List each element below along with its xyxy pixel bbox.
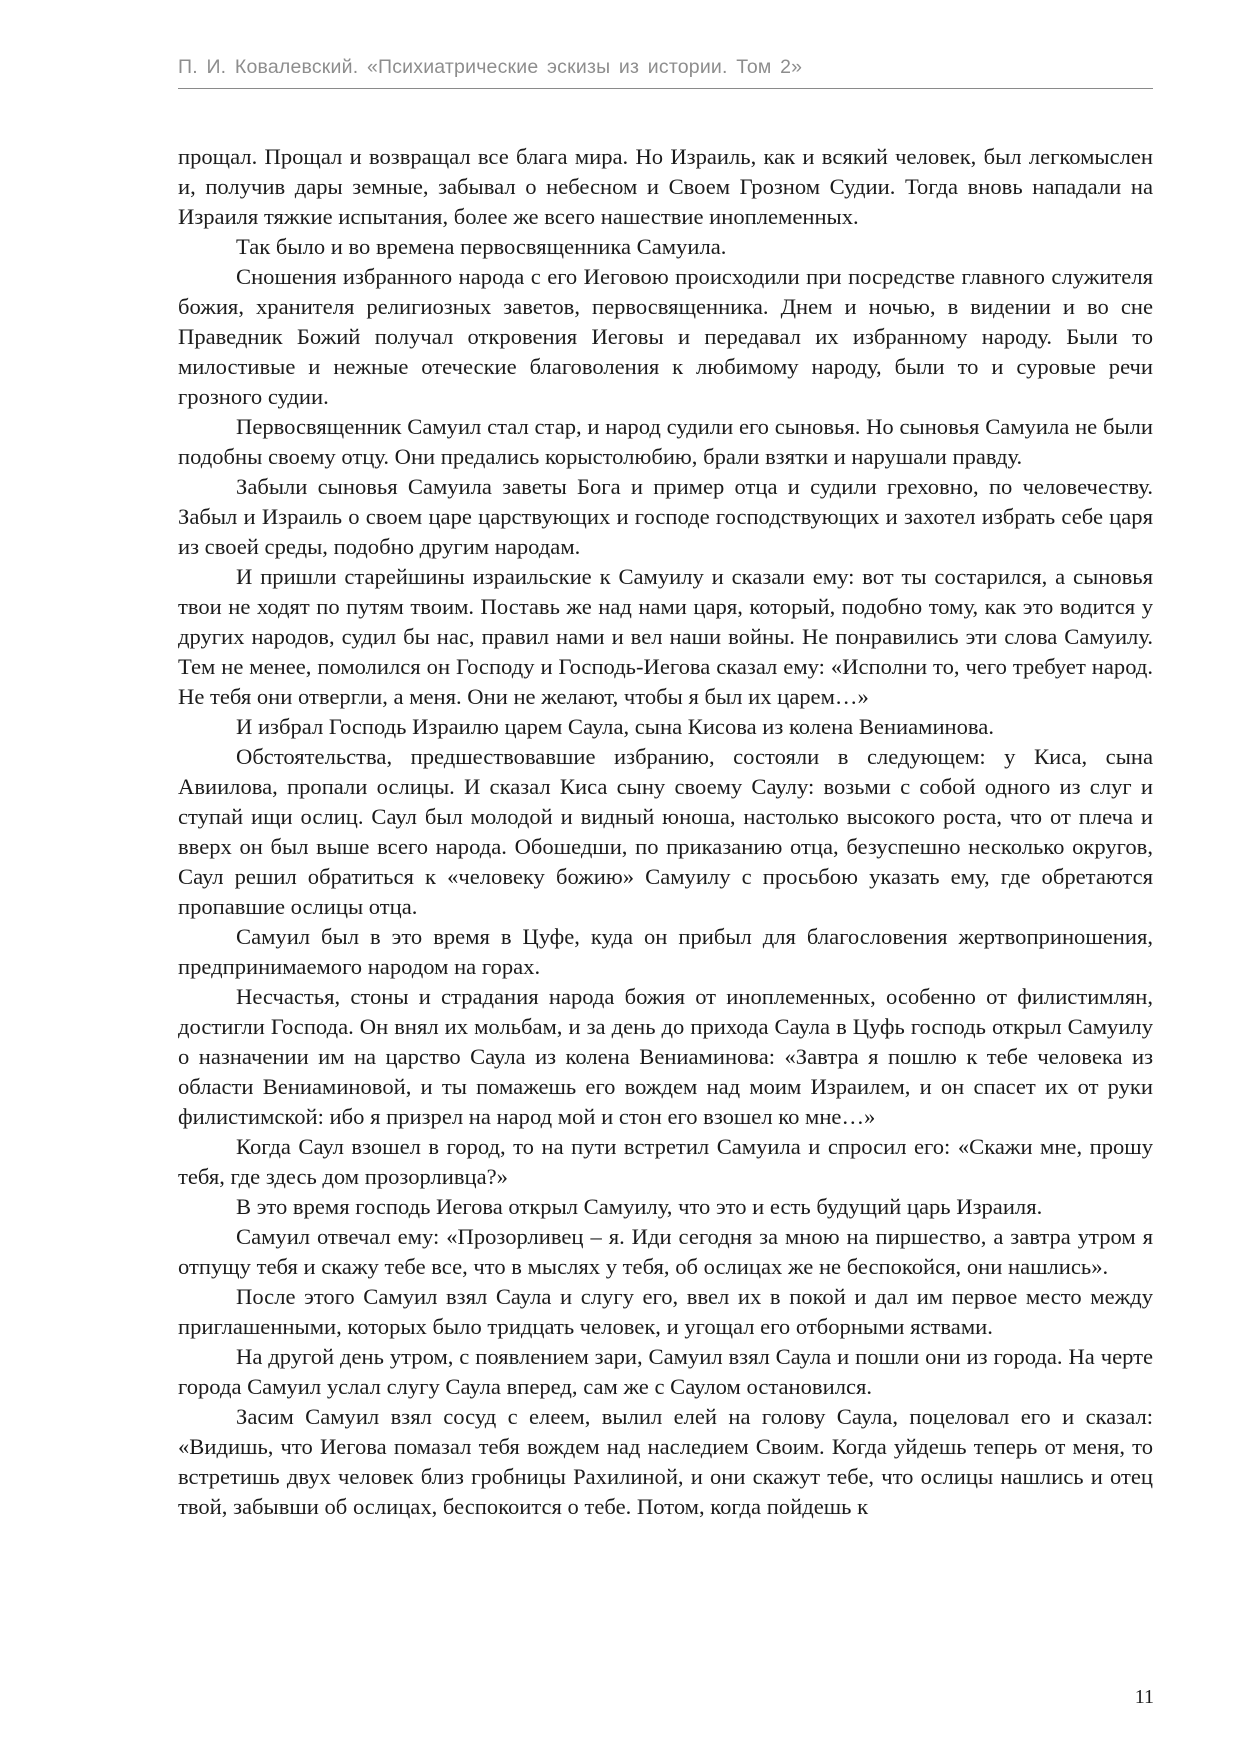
paragraph: Так было и во времена первосвященника Самуила.	[236, 234, 727, 259]
paragraph: Засим Самуил взял сосуд с елеем, вылил елей на голову Саула, поцеловал его и сказал: «Видишь, что Иегова помазал тебя вождем над наследием Своим. Когда уйдешь теперь от меня, то встретишь двух человек близ гробницы Рахилиной, и они скажут тебе, что ослицы нашлись и отец твой, забывши об ослицах, беспокоится о тебе. Потом, когда пойдешь к	[178, 1404, 1153, 1519]
page-number: 11	[1134, 1686, 1154, 1708]
paragraph: Обстоятельства, предшествовавшие избранию, состояли в следующем: у Киса, сына Авиилова, пропали ослицы. И сказал Киса сыну своему Саулу: возьми с собой одного из слуг и ступай ищи ослиц. Саул был молодой и видный юноша, настолько высокого роста, что от плеча и вверх он был выше всего народа. Обошедши, по приказанию отца, безуспешно несколько округов, Саул решил обратиться к «человеку божию» Самуилу с просьбою указать ему, где обретаются пропавшие ослицы отца.	[178, 744, 1153, 919]
paragraph: прощал. Прощал и возвращал все блага мира. Но Израиль, как и всякий человек, был легкомыслен и, получив дары земные, забывал о небесном и Своем Грозном Судии. Тогда вновь нападали на Израиля тяжкие испытания, более же всего нашествие иноплеменных.	[178, 144, 1153, 229]
paragraph: И пришли старейшины израильские к Самуилу и сказали ему: вот ты состарился, а сыновья твои не ходят по путям твоим. Поставь же над нами царя, который, подобно тому, как это водится у других народов, судил бы нас, правил нами и вел наши войны. Не понравились эти слова Самуилу. Тем не менее, помолился он Господу и Господь-Иегова сказал ему: «Исполни то, чего требует народ. Не тебя они отвергли, а меня. Они не желают, чтобы я был их царем…»	[178, 564, 1153, 709]
paragraph: Первосвященник Самуил стал стар, и народ судили его сыновья. Но сыновья Самуила не были подобны своему отцу. Они предались корыстолюбию, брали взятки и нарушали правду.	[178, 414, 1153, 469]
paragraph: Когда Саул взошел в город, то на пути встретил Самуила и спросил его: «Скажи мне, прошу тебя, где здесь дом прозорливца?»	[178, 1134, 1153, 1189]
text-body	[178, 142, 1153, 1522]
paragraph: На другой день утром, с появлением зари, Самуил взял Саула и пошли они из города. На черте города Самуил услал слугу Саула вперед, сам же с Саулом остановился.	[178, 1344, 1153, 1399]
paragraph: После этого Самуил взял Саула и слугу его, ввел их в покой и дал им первое место между приглашенными, которых было тридцать человек, и угощал его отборными яствами.	[178, 1284, 1153, 1339]
paragraph: Сношения избранного народа с его Иеговою происходили при посредстве главного служителя божия, хранителя религиозных заветов, первосвященника. Днем и ночью, в видении и во сне Праведник Божий получал откровения Иеговы и передавал их избранному народу. Были то милостивые и нежные отеческие благоволения к любимому народу, были то и суровые речи грозного судии.	[178, 264, 1153, 409]
running-header-title: П. И. Ковалевский. «Психиатрические эскизы из истории. Том 2»	[178, 56, 803, 78]
paragraph: Забыли сыновья Самуила заветы Бога и пример отца и судили греховно, по человечеству. Забыл и Израиль о своем царе царствующих и господе господствующих и захотел избрать себе царя из своей среды, подобно другим народам.	[178, 474, 1153, 559]
running-header	[178, 54, 1153, 89]
paragraph: Самуил отвечал ему: «Прозорливец – я. Иди сегодня за мною на пиршество, а завтра утром я отпущу тебя и скажу тебе все, что в мыслях у тебя, об ослицах же не беспокойся, они нашлись».	[178, 1224, 1153, 1279]
paragraph: Несчастья, стоны и страдания народа божия от иноплеменных, особенно от филистимлян, достигли Господа. Он внял их мольбам, и за день до прихода Саула в Цуфь господь открыл Самуилу о назначении им на царство Саула из колена Вениаминова: «Завтра я пошлю к тебе человека из области Вениаминовой, и ты помажешь его вождем над моим Израилем, и он спасет их от руки филистимской: ибо я призрел на народ мой и стон его взошел ко мне…»	[178, 984, 1153, 1129]
paragraph: И избрал Господь Израилю царем Саула, сына Кисова из колена Вениаминова.	[236, 714, 994, 739]
paragraph: Самуил был в это время в Цуфе, куда он прибыл для благословения жертвоприношения, предпринимаемого народом на горах.	[178, 924, 1153, 979]
paragraph: В это время господь Иегова открыл Самуилу, что это и есть будущий царь Израиля.	[236, 1194, 1043, 1219]
